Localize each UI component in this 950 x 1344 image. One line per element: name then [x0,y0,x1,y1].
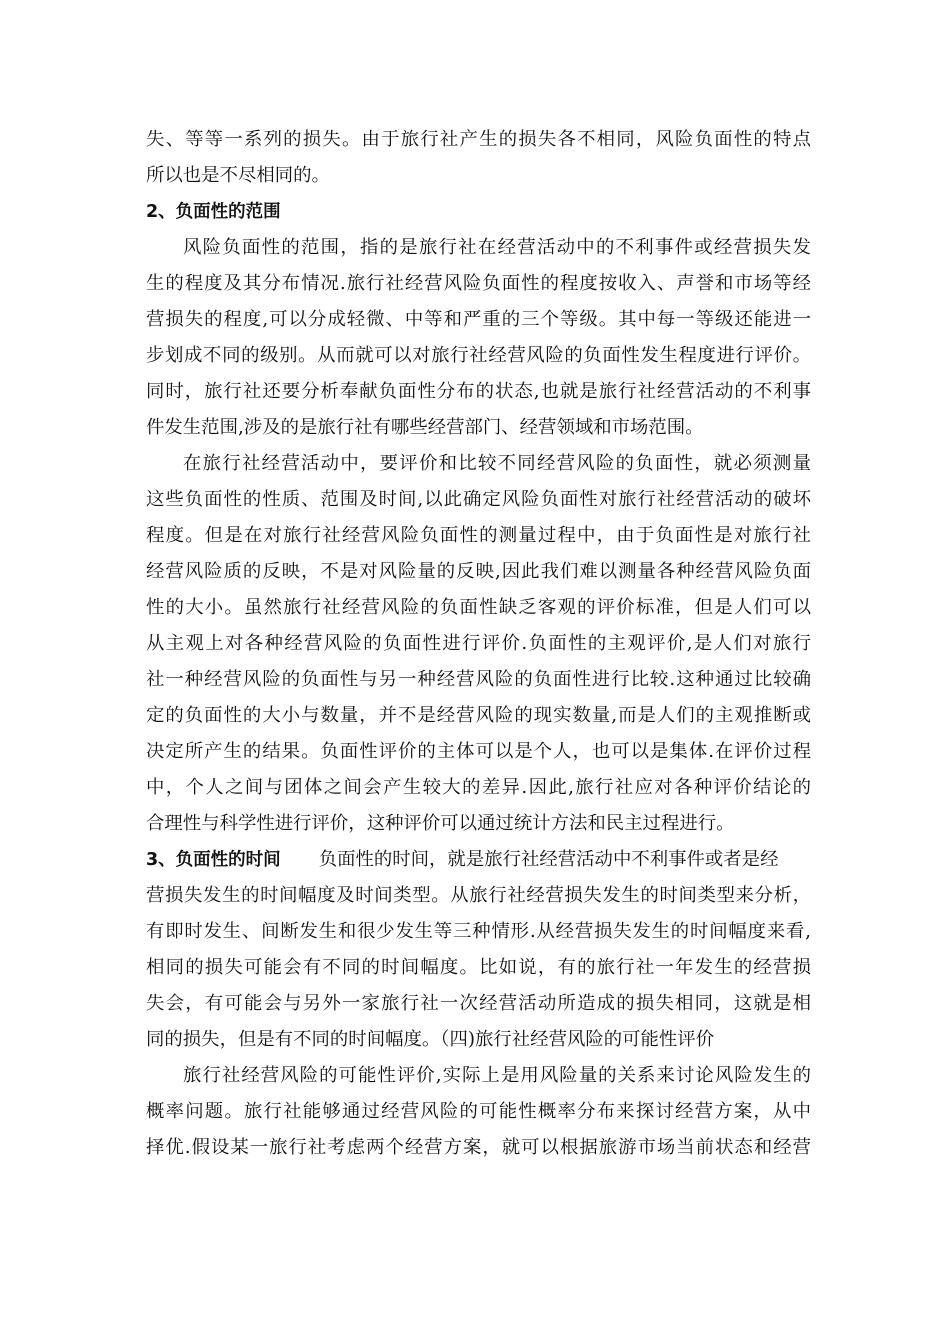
text-line: 相同的损失可能会有不同的时间幅度。比如说，有的旅行社一年发生的经营损 [146,957,811,978]
text-line: 生的程度及其分布情况.旅行社经营风险负面性的程度按收入、声誉和市场等经 [146,273,811,294]
text-line: 失会，有可能会与另外一家旅行社一次经营活动所造成的损失相同，这就是相 [146,993,811,1014]
text-line: 在旅行社经营活动中，要评价和比较不同经营风险的负面性，就必须测量 [183,453,811,474]
text-line: 营损失发生的时间幅度及时间类型。从旅行社经营损失发生的时间类型来分析， [146,885,811,906]
text-line: 营损失的程度,可以分成轻微、中等和严重的三个等级。其中每一等级还能进一 [146,309,811,330]
text-line: 旅行社经营风险的可能性评价,实际上是用风险量的关系来讨论风险发生的 [183,1065,811,1086]
text-line: 社一种经营风险的负面性与另一种经营风险的负面性进行比较.这种通过比较确 [146,669,811,690]
text-line: 步划成不同的级别。从而就可以对旅行社经营风险的负面性发生程度进行评价。 [146,345,811,366]
text-line: 这些负面性的性质、范围及时间,以此确定风险负面性对旅行社经营活动的破坏 [146,489,811,510]
section-heading: 2、负面性的范围 [146,202,281,222]
text-line: 从主观上对各种经营风险的负面性进行评价.负面性的主观评价,是人们对旅行 [146,633,811,654]
text-run: 负面性的时间，就是旅行社经营活动中不利事件或者是经 [318,849,779,870]
text-line: 有即时发生、间断发生和很少发生等三种情形.从经营损失发生的时间幅度来看, [146,921,811,942]
text-line: 同时，旅行社还要分析奉献负面性分布的状态,也就是旅行社经营活动的不利事 [146,381,811,402]
text-line: 决定所产生的结果。负面性评价的主体可以是个人，也可以是集体.在评价过程 [146,741,811,762]
text-line: 择优.假设某一旅行社考虑两个经营方案，就可以根据旅游市场当前状态和经营 [146,1137,811,1158]
text-line: 合理性与科学性进行评价，这种评价可以通过统计方法和民主过程进行。 [146,813,735,834]
text-line: 经营风险质的反映，不是对风险量的反映,因此我们难以测量各种经营风险负面 [146,561,811,582]
text-line: 中，个人之间与团体之间会产生较大的差异.因此,旅行社应对各种评价结论的 [146,777,811,798]
section-heading: 3、负面性的时间 [146,850,281,870]
text-line: 失、等等一系列的损失。由于旅行社产生的损失各不相同，风险负面性的特点 [146,129,811,150]
text-line [146,845,811,875]
text-line: 同的损失，但是有不同的时间幅度。（四)旅行社经营风险的可能性评价 [146,1029,715,1050]
text-line: 所以也是不尽相同的。 [146,165,330,186]
text-line: 概率问题。旅行社能够通过经营风险的可能性概率分布来探讨经营方案，从中 [146,1101,811,1122]
text-line: 程度。但是在对旅行社经营风险负面性的测量过程中，由于负面性是对旅行社 [146,525,811,546]
text-line: 风险负面性的范围，指的是旅行社在经营活动中的不利事件或经营损失发 [183,237,811,258]
text-line: 性的大小。虽然旅行社经营风险的负面性缺乏客观的评价标准，但是人们可以 [146,597,811,618]
text-line: 件发生范围,涉及的是旅行社有哪些经营部门、经营领域和市场范围。 [146,417,704,438]
text-line: 定的负面性的大小与数量，并不是经营风险的现实数量,而是人们的主观推断或 [146,705,811,726]
